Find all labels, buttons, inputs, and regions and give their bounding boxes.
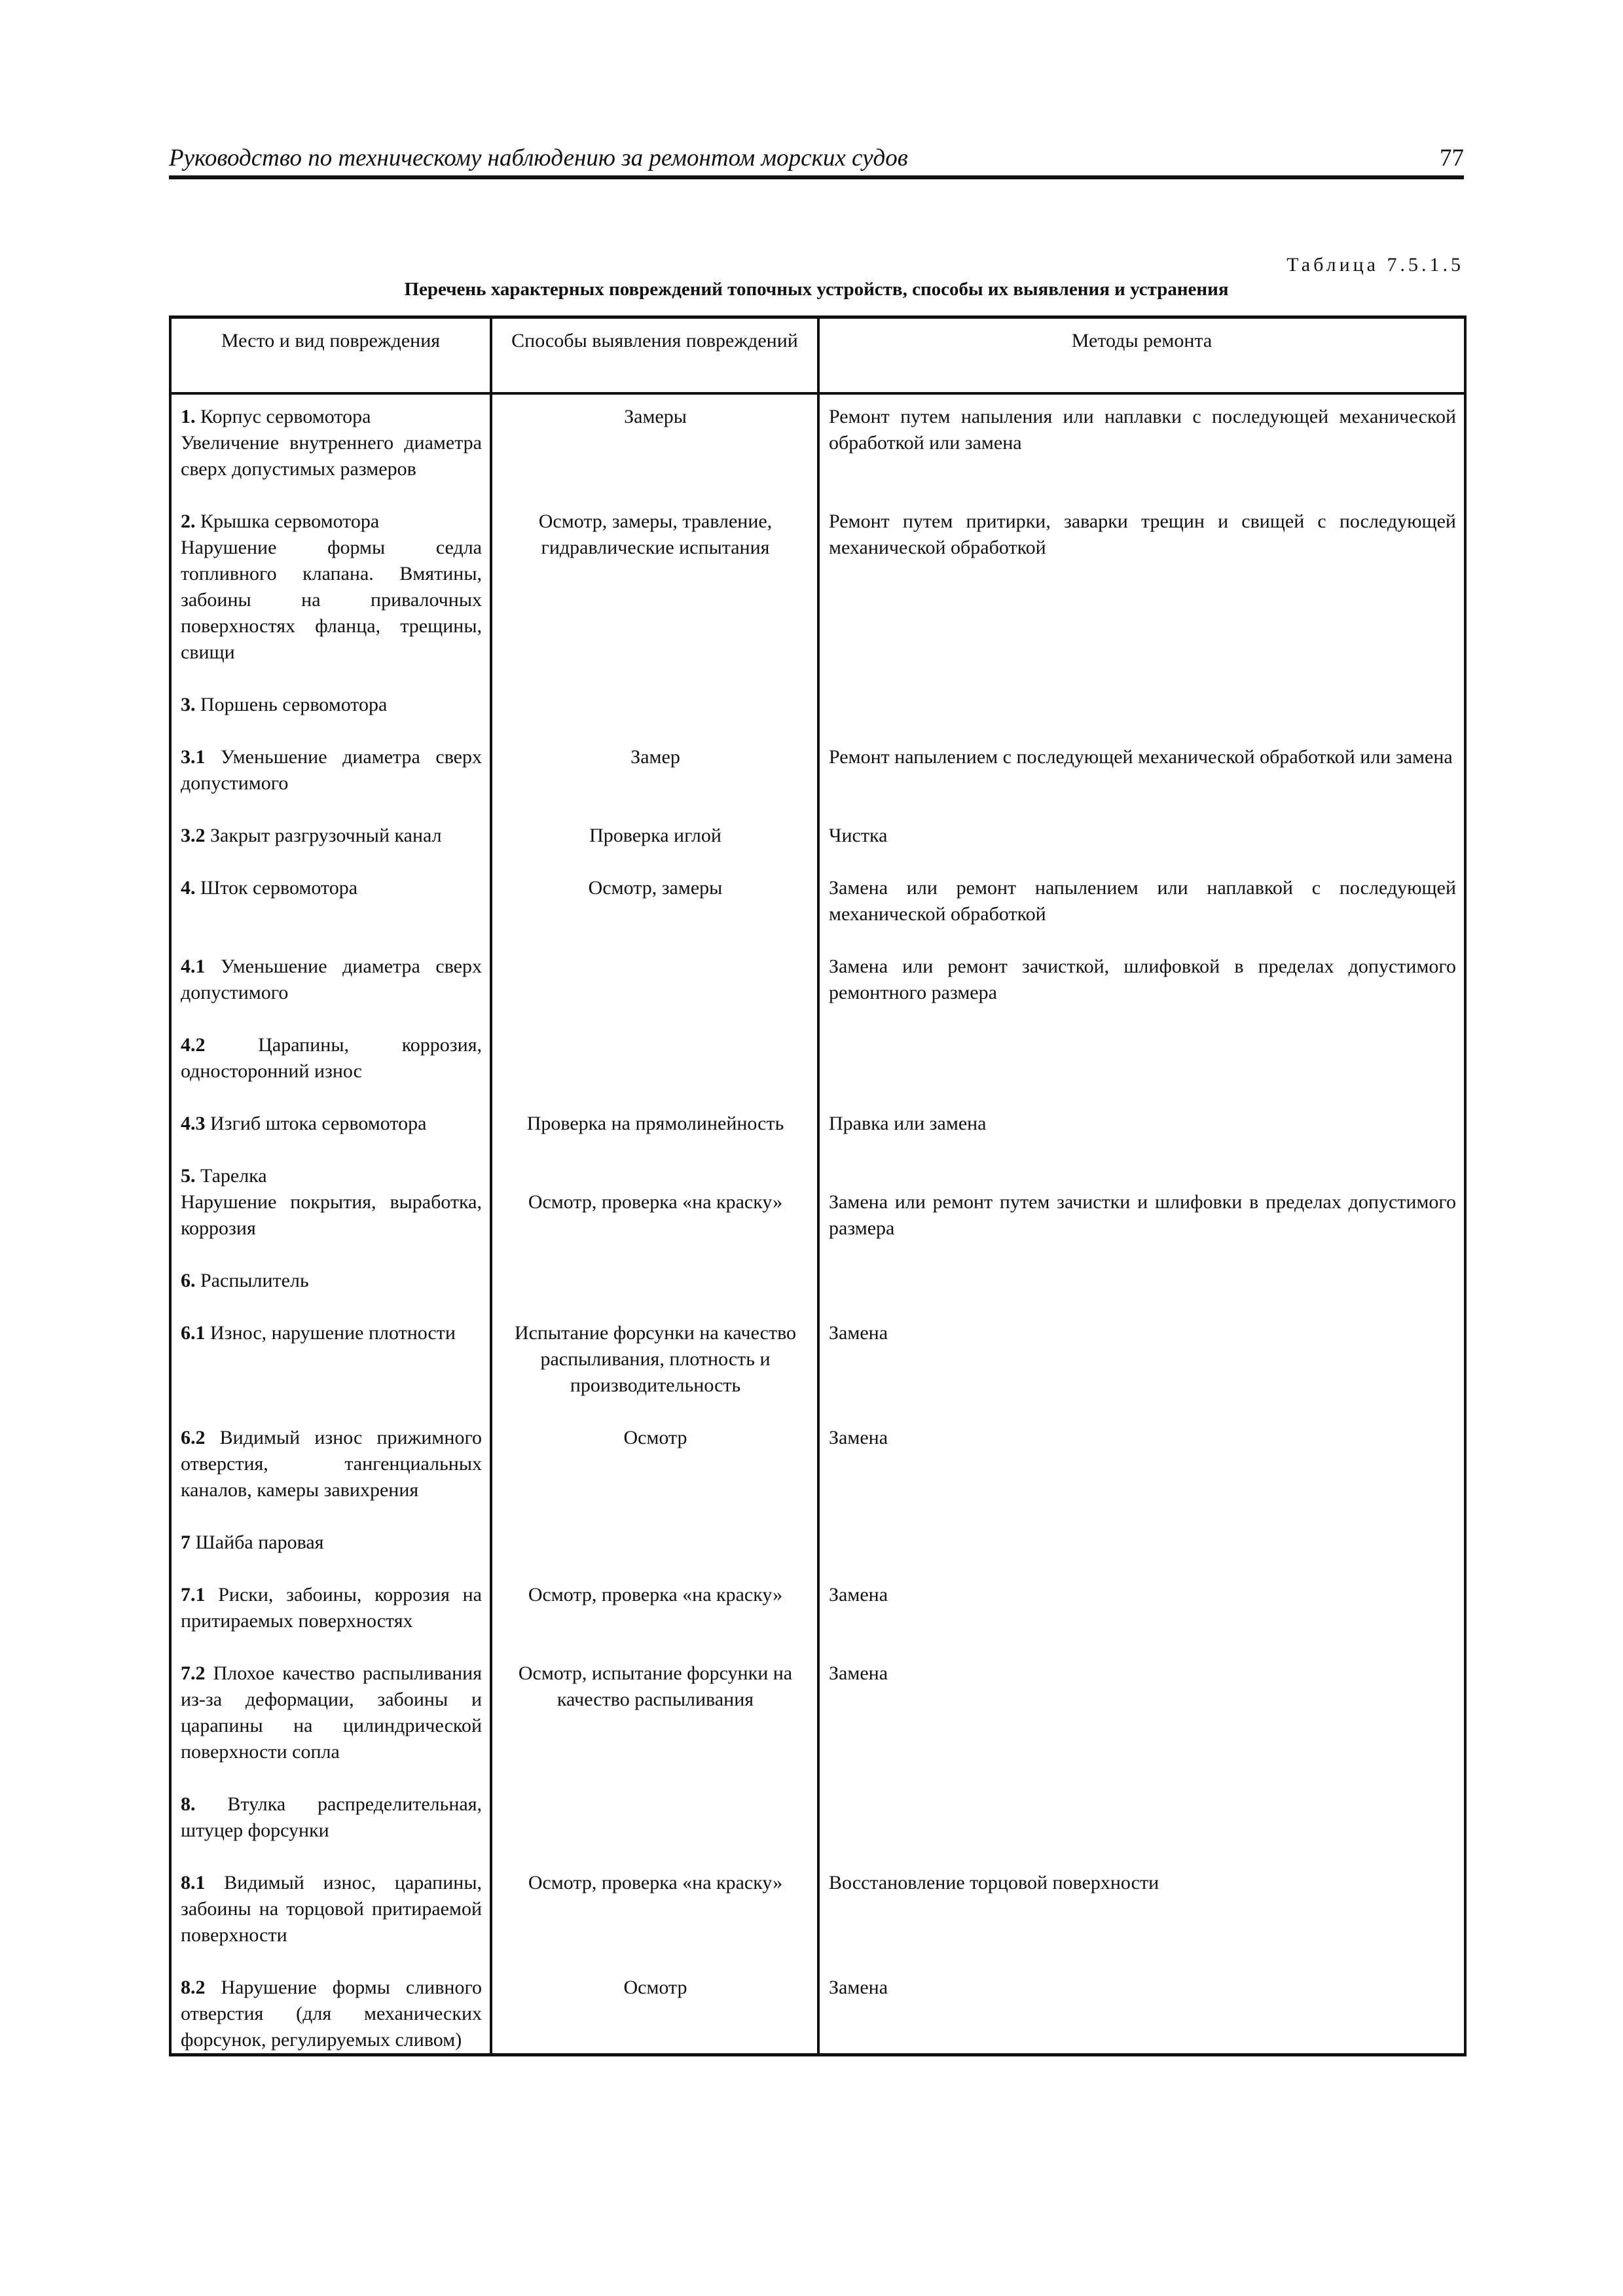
- spacer-cell: [170, 1294, 491, 1320]
- spacer-cell: [818, 666, 1465, 692]
- repair-method-cell: Ремонт напылением с последующей механической обработкой или замена: [818, 744, 1465, 797]
- detection-method-cell: [491, 1530, 818, 1556]
- spacer-cell: [818, 1844, 1465, 1870]
- spacer-cell: [170, 797, 491, 823]
- detection-method-cell: Замеры: [491, 393, 818, 482]
- spacer-cell: [818, 1948, 1465, 1975]
- damage-place-cell: [170, 1189, 491, 1242]
- damage-table: [169, 315, 1467, 2056]
- table-body: [170, 393, 1465, 2055]
- repair-method-cell: Замена: [818, 1320, 1465, 1399]
- running-title: Руководство по техническому наблюдению за ремонтом морских судов: [169, 145, 908, 171]
- repair-method-cell: Замена или ремонт напылением или наплавкой с последующей механической обработкой: [818, 875, 1465, 927]
- table-row: [170, 1320, 1465, 1399]
- item-number: 6.1: [181, 1322, 206, 1344]
- repair-method-cell: [818, 1163, 1465, 1189]
- row-spacer: [170, 482, 1465, 509]
- repair-method-cell: [818, 1268, 1465, 1294]
- damage-description: Нарушение покрытия, выработка, коррозия: [181, 1191, 482, 1239]
- item-number: 8.2: [181, 1977, 206, 1998]
- damage-place-cell: [170, 509, 491, 666]
- row-spacer: [170, 1085, 1465, 1111]
- spacer-cell: [170, 1137, 491, 1163]
- row-spacer: [170, 1556, 1465, 1582]
- damage-place-cell: [170, 1111, 491, 1137]
- repair-method-cell: Замена: [818, 1975, 1465, 2055]
- page-number: 77: [1440, 145, 1464, 171]
- spacer-cell: [818, 1085, 1465, 1111]
- spacer-cell: [818, 1006, 1465, 1032]
- repair-method-cell: Замена или ремонт путем зачистки и шлифовки в пределах допустимого размера: [818, 1189, 1465, 1242]
- spacer-cell: [170, 927, 491, 954]
- row-spacer: [170, 1765, 1465, 1791]
- damage-place-cell: [170, 823, 491, 849]
- item-number: 8.: [181, 1793, 196, 1815]
- item-number: 7: [181, 1532, 191, 1553]
- damage-description: Видимый износ прижимного отверстия, тангенциальных каналов, камеры завихрения: [181, 1427, 482, 1501]
- spacer-cell: [818, 1556, 1465, 1582]
- table-row: [170, 509, 1465, 666]
- damage-description: Царапины, коррозия, односторонний износ: [181, 1034, 482, 1082]
- spacer-cell: [170, 1399, 491, 1425]
- damage-place-cell: [170, 1032, 491, 1085]
- table-row: [170, 1975, 1465, 2055]
- row-spacer: [170, 1399, 1465, 1425]
- damage-description: Изгиб штока сервомотора: [205, 1113, 427, 1134]
- table-row: [170, 823, 1465, 849]
- spacer-cell: [170, 1948, 491, 1975]
- table-row: [170, 1791, 1465, 1844]
- table-row: [170, 954, 1465, 1006]
- damage-description: Тарелка: [195, 1165, 267, 1187]
- damage-place-cell: [170, 875, 491, 927]
- item-number: 7.1: [181, 1584, 206, 1605]
- spacer-cell: [818, 927, 1465, 954]
- damage-description: Закрыт разгрузочный канал: [205, 825, 442, 846]
- spacer-cell: [170, 1634, 491, 1660]
- repair-method-cell: Ремонт путем напыления или наплавки с последующей механической обработкой или замена: [818, 393, 1465, 482]
- spacer-cell: [818, 1137, 1465, 1163]
- row-spacer: [170, 718, 1465, 744]
- table-row: [170, 744, 1465, 797]
- detection-method-cell: [491, 954, 818, 1006]
- spacer-cell: [491, 1634, 818, 1660]
- spacer-cell: [818, 1503, 1465, 1530]
- detection-method-cell: Осмотр, замеры, травление, гидравлические испытания: [491, 509, 818, 666]
- damage-place-cell: [170, 393, 491, 482]
- spacer-cell: [491, 1242, 818, 1268]
- detection-method-cell: [491, 1268, 818, 1294]
- item-number: 4.: [181, 877, 196, 899]
- table-row: [170, 1530, 1465, 1556]
- detection-method-cell: Проверка иглой: [491, 823, 818, 849]
- spacer-cell: [170, 666, 491, 692]
- row-spacer: [170, 1242, 1465, 1268]
- damage-description: Распылитель: [195, 1270, 309, 1291]
- spacer-cell: [491, 849, 818, 875]
- spacer-cell: [170, 1242, 491, 1268]
- damage-place-cell: [170, 1870, 491, 1948]
- row-spacer: [170, 797, 1465, 823]
- spacer-cell: [170, 1006, 491, 1032]
- item-number: 4.3: [181, 1113, 206, 1134]
- damage-place-cell: [170, 1660, 491, 1765]
- column-header: Способы выявления повреждений: [491, 317, 818, 394]
- table-row: [170, 1189, 1465, 1242]
- damage-description: Шайба паровая: [191, 1532, 324, 1553]
- spacer-cell: [818, 849, 1465, 875]
- spacer-cell: [170, 1556, 491, 1582]
- spacer-cell: [170, 1085, 491, 1111]
- spacer-cell: [491, 718, 818, 744]
- damage-place-cell: [170, 1582, 491, 1634]
- damage-place-cell: [170, 1268, 491, 1294]
- spacer-cell: [491, 666, 818, 692]
- detection-method-cell: Замер: [491, 744, 818, 797]
- spacer-cell: [491, 1294, 818, 1320]
- row-spacer: [170, 1006, 1465, 1032]
- spacer-cell: [491, 797, 818, 823]
- detection-method-cell: Осмотр: [491, 1425, 818, 1503]
- detection-method-cell: Проверка на прямолинейность: [491, 1111, 818, 1137]
- spacer-cell: [170, 849, 491, 875]
- spacer-cell: [170, 482, 491, 509]
- repair-method-cell: [818, 1032, 1465, 1085]
- table-row: [170, 393, 1465, 482]
- spacer-cell: [491, 1556, 818, 1582]
- table-row: [170, 875, 1465, 927]
- spacer-cell: [491, 482, 818, 509]
- running-head: [169, 144, 1464, 178]
- row-spacer: [170, 666, 1465, 692]
- detection-method-cell: Осмотр, испытание форсунки на качество распыливания: [491, 1660, 818, 1765]
- spacer-cell: [170, 1503, 491, 1530]
- spacer-cell: [818, 1399, 1465, 1425]
- item-number: 4.2: [181, 1034, 206, 1056]
- damage-place-cell: [170, 954, 491, 1006]
- damage-description: Уменьшение диаметра сверх допустимого: [181, 956, 482, 1003]
- spacer-cell: [818, 482, 1465, 509]
- spacer-cell: [818, 797, 1465, 823]
- damage-place-cell: [170, 1163, 491, 1189]
- table-row: [170, 692, 1465, 718]
- item-number: 8.1: [181, 1872, 206, 1893]
- repair-method-cell: Замена или ремонт зачисткой, шлифовкой в пределах допустимого ремонтного размера: [818, 954, 1465, 1006]
- damage-place-cell: [170, 1975, 491, 2055]
- repair-method-cell: [818, 1530, 1465, 1556]
- damage-place-cell: [170, 744, 491, 797]
- detection-method-cell: [491, 1791, 818, 1844]
- item-number: 3.: [181, 694, 196, 715]
- table-row: [170, 1268, 1465, 1294]
- table-header-row: [170, 317, 1465, 394]
- spacer-cell: [491, 1006, 818, 1032]
- detection-method-cell: Осмотр, проверка «на краску»: [491, 1189, 818, 1242]
- spacer-cell: [818, 1765, 1465, 1791]
- table-number: Таблица 7.5.1.5: [1286, 254, 1464, 276]
- detection-method-cell: [491, 692, 818, 718]
- repair-method-cell: Замена: [818, 1425, 1465, 1503]
- item-number: 2.: [181, 511, 196, 532]
- spacer-cell: [491, 1085, 818, 1111]
- repair-method-cell: Ремонт путем притирки, заварки трещин и свищей с последующей механической обработкой: [818, 509, 1465, 666]
- row-spacer: [170, 927, 1465, 954]
- repair-method-cell: Чистка: [818, 823, 1465, 849]
- table-row: [170, 1870, 1465, 1948]
- spacer-cell: [170, 1765, 491, 1791]
- damage-description: Уменьшение диаметра сверх допустимого: [181, 746, 482, 794]
- item-number: 1.: [181, 406, 196, 427]
- detection-method-cell: Осмотр, замеры: [491, 875, 818, 927]
- table-row: [170, 1163, 1465, 1189]
- repair-method-cell: Замена: [818, 1660, 1465, 1765]
- spacer-cell: [491, 1399, 818, 1425]
- table-caption: Перечень характерных повреждений топочных устройств, способы их выявления и устранения: [404, 279, 1229, 300]
- row-spacer: [170, 1503, 1465, 1530]
- detection-method-cell: Испытание форсунки на качество распыливания, плотность и производительность: [491, 1320, 818, 1399]
- row-spacer: [170, 1137, 1465, 1163]
- damage-description: Нарушение формы сливного отверстия (для механических форсунок, регулируемых сливом): [181, 1977, 482, 2051]
- table-row: [170, 1032, 1465, 1085]
- detection-method-cell: Осмотр, проверка «на краску»: [491, 1582, 818, 1634]
- item-number: 3.2: [181, 825, 206, 846]
- item-number: 6.: [181, 1270, 196, 1291]
- spacer-cell: [818, 1242, 1465, 1268]
- detection-method-cell: [491, 1163, 818, 1189]
- damage-place-cell: [170, 1791, 491, 1844]
- damage-description: Корпус сервомотора Увеличение внутреннего диаметра сверх допустимых размеров: [181, 406, 482, 480]
- damage-place-cell: [170, 1530, 491, 1556]
- detection-method-cell: Осмотр: [491, 1975, 818, 2055]
- row-spacer: [170, 1844, 1465, 1870]
- spacer-cell: [491, 1844, 818, 1870]
- spacer-cell: [818, 718, 1465, 744]
- row-spacer: [170, 849, 1465, 875]
- spacer-cell: [491, 1765, 818, 1791]
- spacer-cell: [491, 1137, 818, 1163]
- spacer-cell: [170, 718, 491, 744]
- spacer-cell: [491, 1503, 818, 1530]
- detection-method-cell: [491, 1032, 818, 1085]
- damage-description: Втулка распределительная, штуцер форсунки: [181, 1793, 482, 1841]
- repair-method-cell: Правка или замена: [818, 1111, 1465, 1137]
- repair-method-cell: Восстановление торцовой поверхности: [818, 1870, 1465, 1948]
- header-rule: [169, 175, 1464, 179]
- row-spacer: [170, 1634, 1465, 1660]
- row-spacer: [170, 1294, 1465, 1320]
- spacer-cell: [818, 1634, 1465, 1660]
- damage-description: Поршень сервомотора: [195, 694, 388, 715]
- table-row: [170, 1425, 1465, 1503]
- repair-method-cell: [818, 1791, 1465, 1844]
- damage-description: Крышка сервомотора Нарушение формы седла топливного клапана. Вмятины, забоины на привалочных поверхностях фланца, трещины, свищи: [181, 511, 482, 663]
- damage-description: Видимый износ, царапины, забоины на торцовой притираемой поверхности: [181, 1872, 482, 1946]
- spacer-cell: [491, 1948, 818, 1975]
- spacer-cell: [818, 1294, 1465, 1320]
- spacer-cell: [170, 1844, 491, 1870]
- row-spacer: [170, 1948, 1465, 1975]
- item-number: 3.1: [181, 746, 206, 768]
- repair-method-cell: [818, 692, 1465, 718]
- repair-method-cell: Замена: [818, 1582, 1465, 1634]
- damage-description: Плохое качество распыливания из-за деформации, забоины и царапины на цилиндрической поверхности сопла: [181, 1662, 482, 1763]
- table-row: [170, 1582, 1465, 1634]
- item-number: 6.2: [181, 1427, 206, 1448]
- damage-place-cell: [170, 1425, 491, 1503]
- spacer-cell: [491, 927, 818, 954]
- table-row: [170, 1111, 1465, 1137]
- item-number: 5.: [181, 1165, 196, 1187]
- table-row: [170, 1660, 1465, 1765]
- item-number: 4.1: [181, 956, 206, 977]
- column-header: Место и вид повреждения: [170, 317, 491, 394]
- damage-description: Шток сервомотора: [195, 877, 358, 899]
- detection-method-cell: Осмотр, проверка «на краску»: [491, 1870, 818, 1948]
- damage-place-cell: [170, 692, 491, 718]
- damage-description: Риски, забоины, коррозия на притираемых поверхностях: [181, 1584, 482, 1632]
- column-header: Методы ремонта: [818, 317, 1465, 394]
- damage-description: Износ, нарушение плотности: [205, 1322, 456, 1344]
- damage-place-cell: [170, 1320, 491, 1399]
- item-number: 7.2: [181, 1662, 206, 1684]
